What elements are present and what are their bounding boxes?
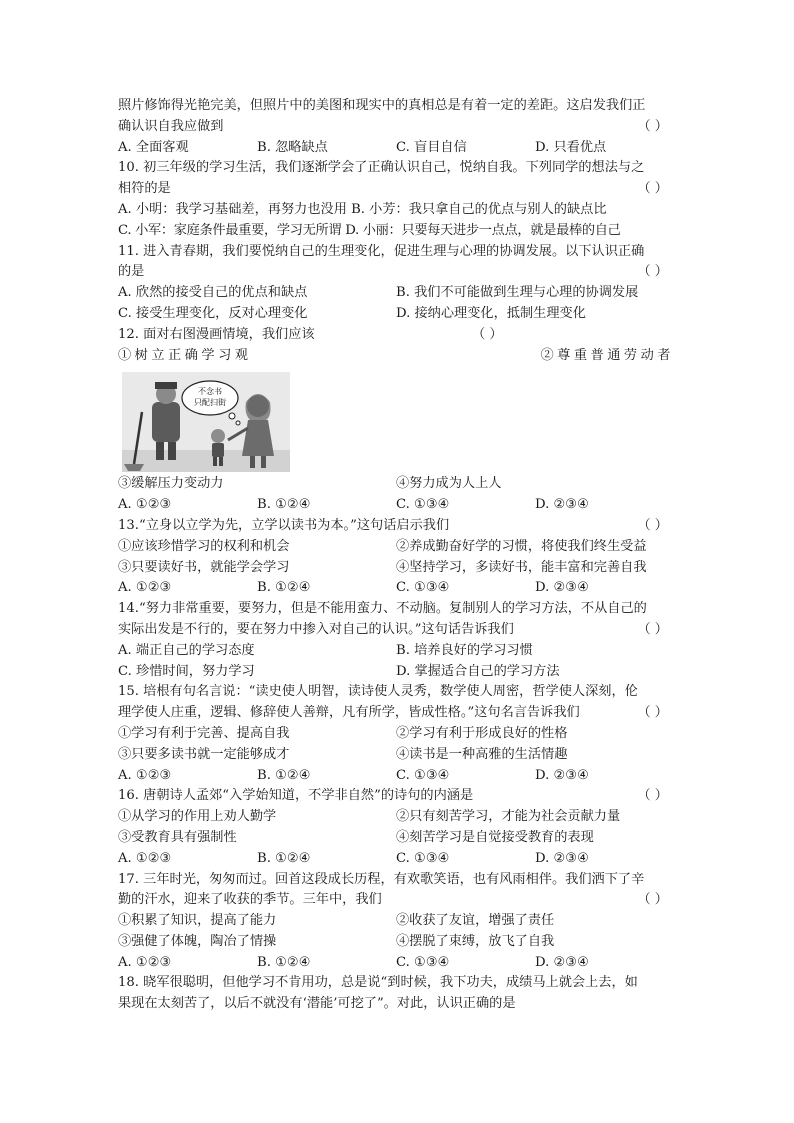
q13-items-row1 [118,537,674,558]
q12-cartoon [122,372,674,472]
q17-options [118,953,674,974]
q12-items-row1 [118,346,674,367]
q16-item-3: ③受教育具有强制性 [118,829,237,845]
q11-option-c: C. 接受生理变化，反对心理变化 [118,305,308,321]
q12-item-4: ④努力成为人上人 [396,476,502,492]
q12-stem-line [118,325,674,346]
q14-answer-paren: （ ） [637,621,668,637]
q13-option-d: D. ②③④ [535,580,589,596]
q9-answer-paren: （ ） [637,118,668,134]
q9-stem-line2 [118,117,674,138]
q12-option-b: B. ①②④ [257,497,311,513]
q16-option-a: A. ①②③ [118,850,172,866]
q15-options [118,766,674,787]
q14-stem-text: 实际出发是不行的，要在努力中掺入对自己的认识。”这句话告诉我们 [118,621,514,637]
q13-item-1: ①应该珍惜学习的权利和机会 [118,538,290,554]
q15-item-3: ③只要多读书就一定能够成才 [118,746,290,762]
q12-item-3: ③缓解压力变动力 [118,476,224,492]
q9-option-c: C. 盲目自信 [396,139,467,155]
q13-stem-line [118,516,674,537]
q13-item-2: ②养成勤奋好学的习惯，将使我们终生受益 [396,538,647,554]
q12-options [118,495,674,516]
q9-option-d: D. 只看优点 [535,139,607,155]
q17-option-a: A. ①②③ [118,954,172,970]
q14-options-row1 [118,641,674,662]
q16-items-row2 [118,828,674,849]
q15-option-d: D. ②③④ [535,767,589,783]
q14-option-c: C. 珍惜时间，努力学习 [118,663,255,679]
q12-item-1: ①树立正确学习观 [118,347,252,363]
q12-option-a: A. ①②③ [118,497,172,513]
q16-option-d: D. ②③④ [535,850,589,866]
q17-item-3: ③强健了体魄，陶冶了情操 [118,933,277,949]
q13-stem-text: 13.“立身以立学为先，立学以读书为本。”这句话启示我们 [118,517,450,533]
q13-answer-paren: （ ） [637,517,668,533]
q11-option-a: A. 欣然的接受自己的优点和缺点 [118,285,308,301]
q10-stem-line1: 10. 初三年级的学习生活，我们逐渐学会了正确认识自己，悦纳自我。下列同学的想法与之 [118,160,645,176]
q11-option-b: B. 我们不可能做到生理与心理的协调发展 [396,285,639,301]
q11-options-row1 [118,283,674,304]
q14-stem-line1: 14.“努力非常重要，要努力，但是不能用蛮力、不动脑。复制别人的学习方法，不从自己的 [118,601,647,617]
q18-stem-line2: 果现在太刻苦了，以后不就没有‘潜能’可挖了”。对此，认识正确的是 [118,996,516,1012]
q17-items-row1 [118,911,674,932]
bubble-text-line1: 不念书 [198,387,222,397]
q9-option-a: A. 全面客观 [118,139,189,155]
q13-items-row2 [118,558,674,579]
q15-item-4: ④读书是一种高雅的生活情趣 [396,746,568,762]
q17-answer-paren: （ ） [637,892,668,908]
q15-item-1: ①学习有利于完善、提高自我 [118,725,290,741]
q11-stem-line1: 11. 进入青春期，我们要悦纳自己的生理变化，促进生理与心理的协调发展。以下认识正确 [118,243,645,259]
q16-item-2: ②只有刻苦学习，才能为社会贡献力量 [396,809,621,825]
q14-options-row2 [118,662,674,683]
q16-answer-paren: （ ） [637,788,668,804]
q14-stem-line2 [118,620,674,641]
q13-option-a: A. ①②③ [118,580,172,596]
q10-stem-line2 [118,179,674,200]
q16-stem-text: 16. 唐朝诗人孟郊“入学始知道，不学非自然”的诗句的内涵是 [118,788,474,804]
q16-stem-line [118,786,674,807]
q17-items-row2 [118,932,674,953]
q13-option-c: C. ①③④ [396,580,450,596]
q14-option-b: B. 培养良好的学习习惯 [396,642,533,658]
q17-stem-line1: 17. 三年时光，匆匆而过。回首这段成长历程，有欢歌笑语，也有风雨相伴。我们洒下了辛 [118,871,645,887]
q11-answer-paren: （ ） [637,264,668,280]
q16-option-c: C. ①③④ [396,850,450,866]
q13-options [118,578,674,599]
q13-item-4: ④坚持学习，多读好书，能丰富和完善自我 [396,559,647,575]
q17-option-d: D. ②③④ [535,954,589,970]
q16-item-1: ①从学习的作用上劝人勤学 [118,809,277,825]
cartoon-illustration [122,372,290,472]
q12-stem-text: 12. 面对右图漫画情境，我们应该 [118,326,315,342]
q11-options-row2 [118,304,674,325]
q12-items-row2 [118,474,674,495]
q17-item-1: ①积累了知识，提高了能力 [118,913,277,929]
q12-option-d: D. ②③④ [535,497,589,513]
q9-options [118,138,674,159]
q9-stem-line1: 照片修饰得光艳完美，但照片中的美图和现实中的真相总是有着一定的差距。这启发我们正 [118,98,646,113]
q12-answer-paren: （ ） [472,326,503,342]
q15-option-a: A. ①②③ [118,767,172,783]
q11-stem-text: 的是 [118,264,145,280]
q12-option-c: C. ①③④ [396,497,450,513]
q16-items-row1 [118,807,674,828]
q15-stem-text: 理学使人庄重，逻辑、修辞使人善辩，凡有所学，皆成性格。”这句名言告诉我们 [118,705,580,721]
q15-items-row1 [118,724,674,745]
q12-item-2: ②尊重普通劳动者 [540,347,674,363]
q10-options-cd: C. 小军：家庭条件最重要，学习无所谓 D. 小丽：只要每天进步一点点，就是最棒的自己 [118,222,621,238]
q15-stem-line1: 15. 培根有句名言说：“读史使人明智，读诗使人灵秀，数学使人周密，哲学使人深刻，伦 [118,684,638,700]
q10-stem-text: 相符的是 [118,181,171,197]
exam-page [118,96,674,1015]
q16-item-4: ④刻苦学习是自觉接受教育的表现 [396,829,594,845]
q15-items-row2 [118,745,674,766]
q18-stem-line1: 18. 晓军很聪明，但他学习不肯用功，总是说“到时候，我下功夫，成绩马上就会上去，如 [118,975,638,991]
q17-stem-text: 勤的汗水，迎来了收获的季节。三年中，我们 [118,892,382,908]
q13-item-3: ③只要读好书，就能学会学习 [118,559,290,575]
q15-item-2: ②学习有利于形成良好的性格 [396,725,568,741]
q11-stem-line2 [118,262,674,283]
q16-options [118,849,674,870]
q16-option-b: B. ①②④ [257,850,311,866]
q17-option-c: C. ①③④ [396,954,450,970]
q15-option-b: B. ①②④ [257,767,311,783]
bubble-text-line2: 只配扫街 [194,398,226,408]
q17-option-b: B. ①②④ [257,954,311,970]
q11-option-d: D. 接纳心理变化，抵制生理变化 [396,305,586,321]
q17-stem-line2 [118,890,674,911]
q15-answer-paren: （ ） [637,705,668,721]
q14-option-a: A. 端正自己的学习态度 [118,642,255,658]
q17-item-4: ④摆脱了束缚，放飞了自我 [396,933,555,949]
q15-option-c: C. ①③④ [396,767,450,783]
q10-options-ab: A. 小明：我学习基础差，再努力也没用 B. 小芳：我只拿自己的优点与别人的缺点比 [118,201,607,217]
q15-stem-line2 [118,703,674,724]
q17-item-2: ②收获了友谊，增强了责任 [396,913,555,929]
q13-option-b: B. ①②④ [257,580,311,596]
q14-option-d: D. 掌握适合自己的学习方法 [396,663,560,679]
q10-answer-paren: （ ） [637,181,668,197]
q9-stem-text: 确认识自我应做到 [118,118,224,134]
q9-option-b: B. 忽略缺点 [257,139,328,155]
